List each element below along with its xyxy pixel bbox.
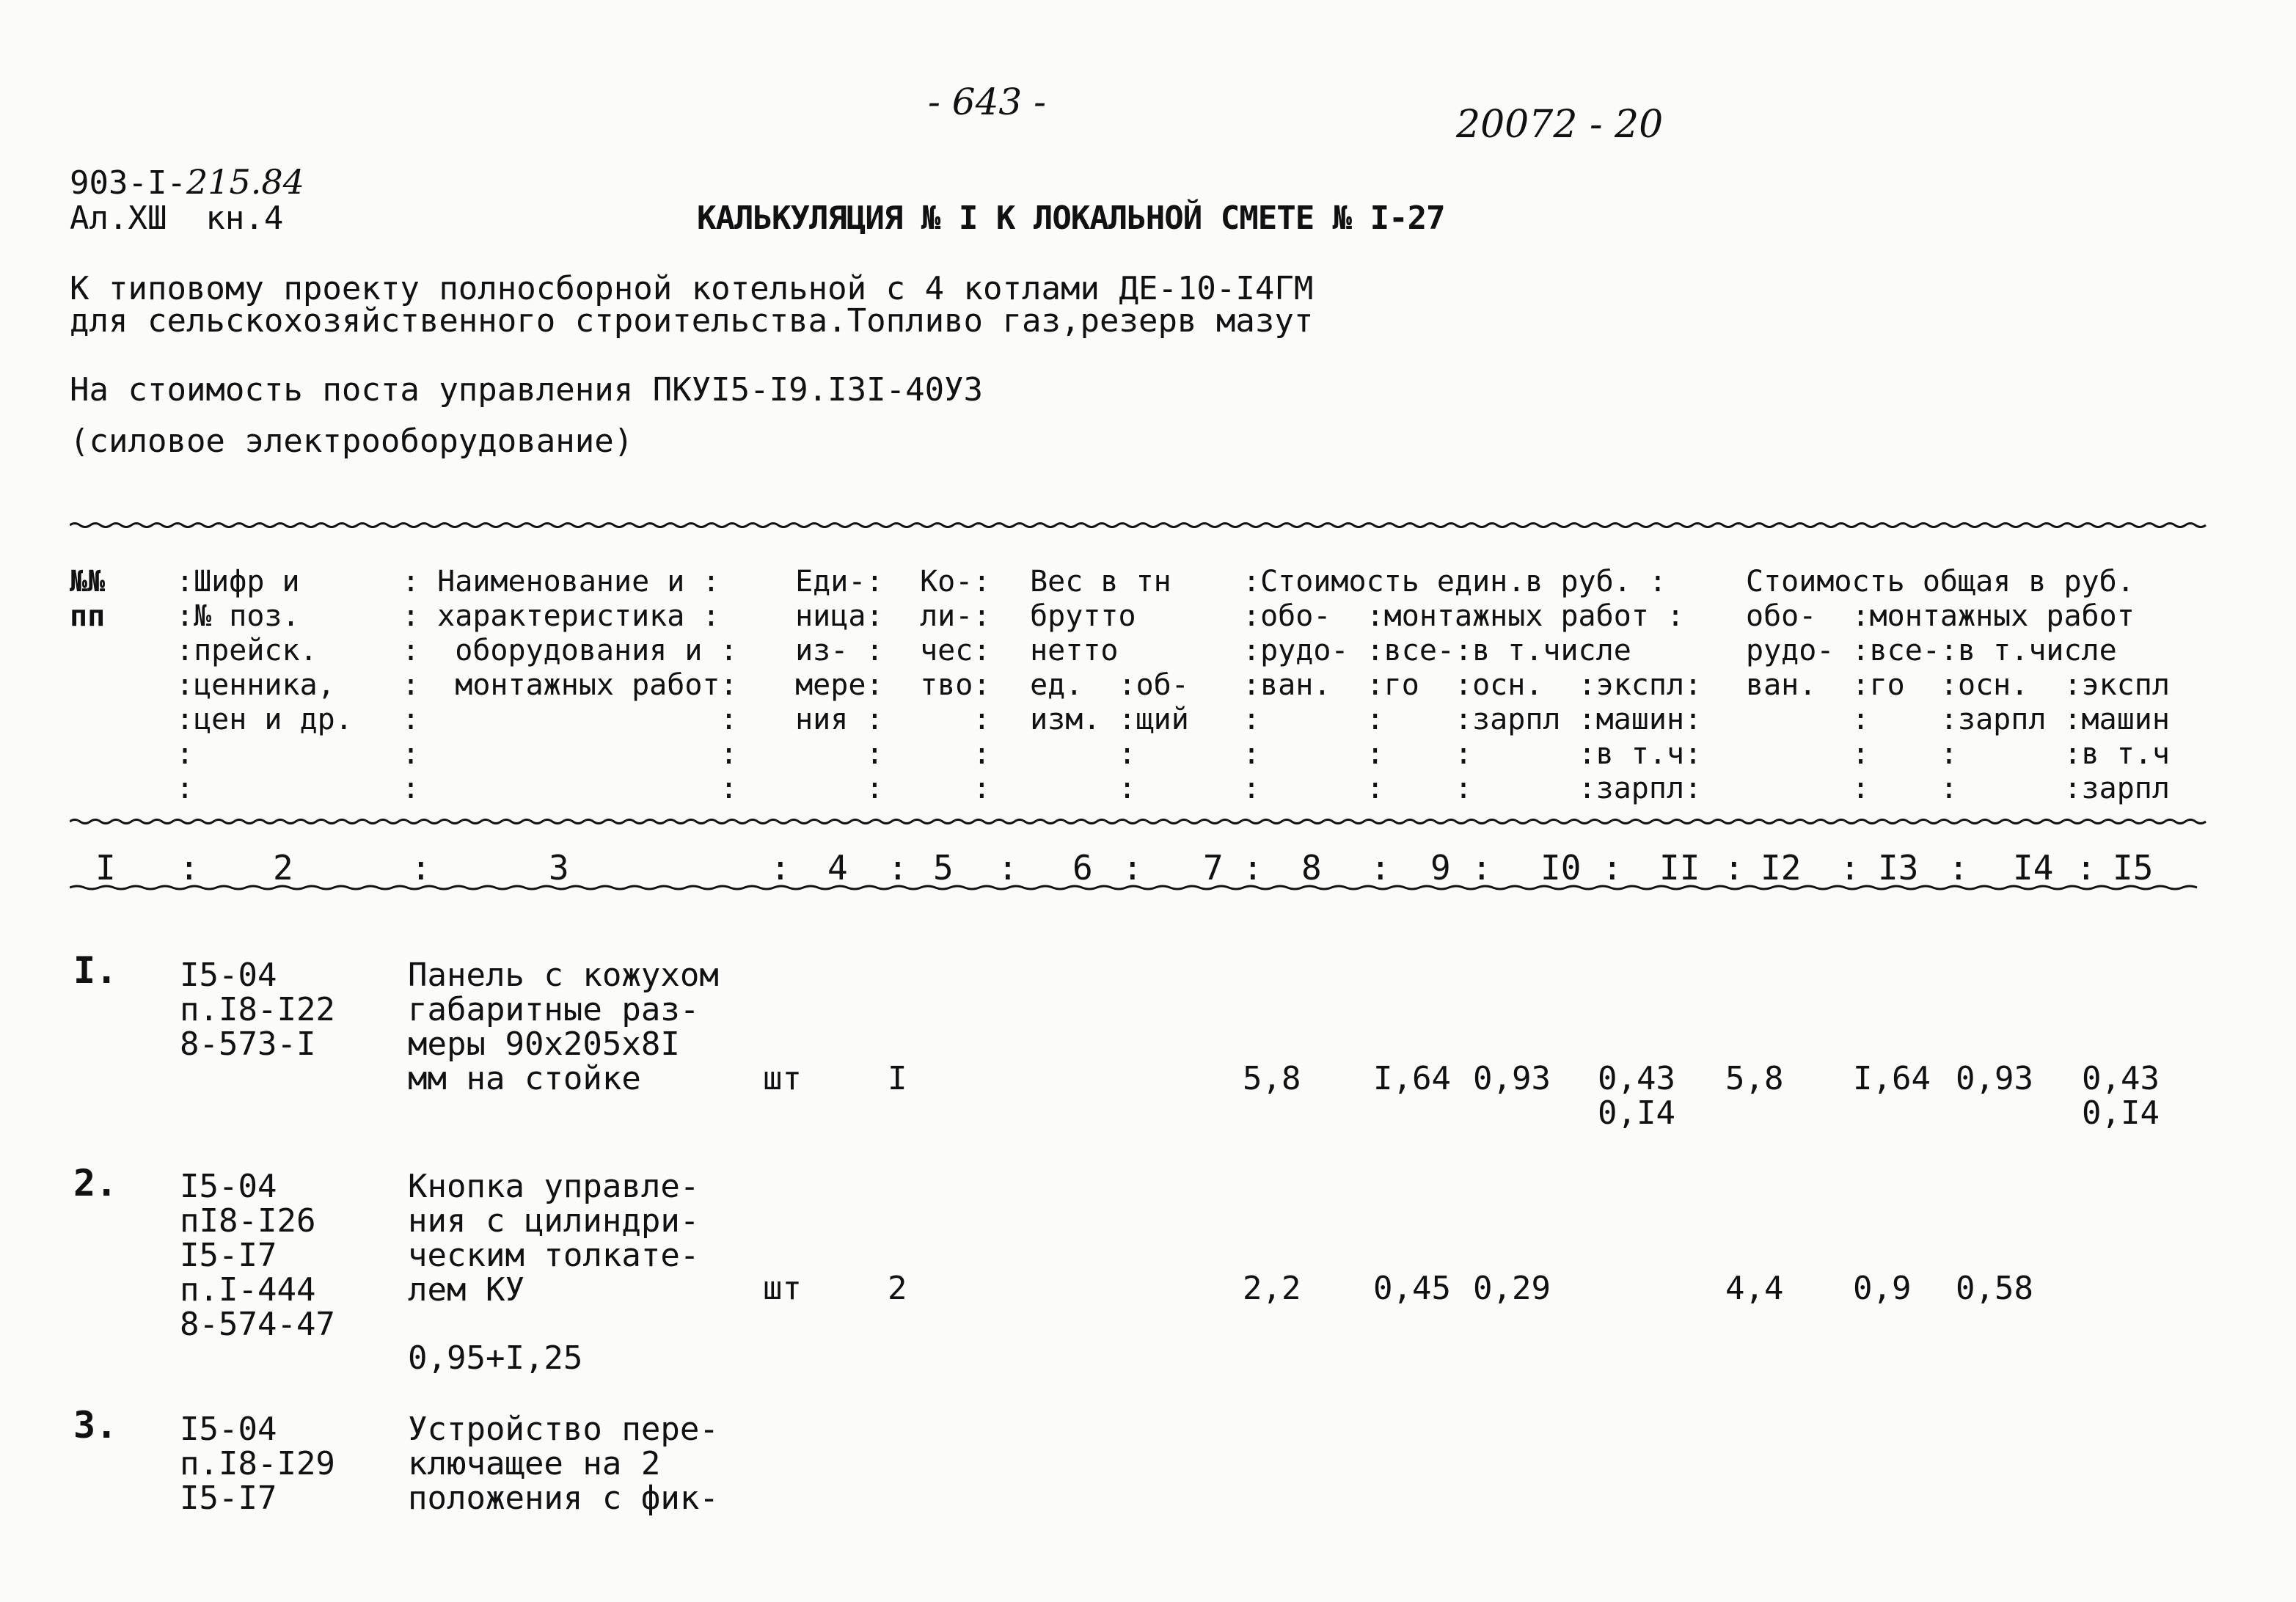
row1-col13: I,64 xyxy=(1853,1060,1931,1097)
album-book: Ал.XШ кн.4 xyxy=(70,200,284,237)
col-sep: : xyxy=(1840,848,1860,888)
row2-code: I5-04 пI8-I26 I5-I7 п.I-444 8-574-47 xyxy=(180,1168,335,1343)
header-name: : Наименование и : : характеристика : : оборудования и : : монтажных работ: : : : : : : xyxy=(402,565,738,805)
col-sep: : xyxy=(1243,848,1263,888)
header-unit-cost: :Стоимость един.в руб. : :обо- :монтажных работ : :рудо- :все-:в т.числе :ван. :го :осн. :экспл: : : :зарпл :машин: : : : :в т.ч: : : : :зарпл: xyxy=(1243,565,1703,805)
col-number-8: 8 xyxy=(1301,848,1322,888)
col-sep: : xyxy=(1471,848,1492,888)
row1-name: Панель с кожухом габаритные раз- меры 90х205х8I мм на стойке xyxy=(408,957,719,1097)
row1-col14: 0,93 xyxy=(1956,1060,2033,1097)
subtitle-line-2: для сельскохозяйственного строительства.Топливо газ,резерв мазут xyxy=(70,302,1314,340)
row1-col12: 5,8 xyxy=(1725,1060,1784,1097)
page-title: КАЛЬКУЛЯЦИЯ № I К ЛОКАЛЬНОЙ СМЕТЕ № I-27 xyxy=(697,200,1445,237)
col-number-4: 4 xyxy=(827,848,848,888)
page-number: - 643 - xyxy=(928,81,1047,123)
row3-name: Устройство пере- ключащее на 2 положения с фик- xyxy=(408,1411,719,1517)
col-sep: : xyxy=(1724,848,1744,888)
row2-note: 0,95+I,25 xyxy=(408,1339,583,1377)
col-number-10: I0 xyxy=(1540,848,1582,888)
row2-unit: шт xyxy=(763,1270,802,1307)
col-number-3: 3 xyxy=(549,848,569,888)
row2-col9: 0,45 xyxy=(1373,1270,1451,1307)
col-sep: : xyxy=(888,848,908,888)
project-code xyxy=(70,164,304,201)
row2-col14: 0,58 xyxy=(1956,1270,2033,1307)
col-sep: : xyxy=(1122,848,1143,888)
col-sep: : xyxy=(1948,848,1969,888)
col-sep: : xyxy=(1370,848,1391,888)
cost-line: На стоимость поста управления ПКУI5-I9.I3I-40У3 xyxy=(70,371,984,409)
col-sep: : xyxy=(411,848,431,888)
project-code-prefix: 903-I- xyxy=(70,164,186,202)
col-number-7: 7 xyxy=(1203,848,1224,888)
subtitle-line-1: К типовому проекту полносборной котельной с 4 котлами ДЕ-10-I4ГМ xyxy=(70,270,1314,307)
row1-col8: 5,8 xyxy=(1243,1060,1301,1097)
header-qty: Ко-: ли-: чес: тво: : : : xyxy=(920,565,991,805)
col-number-5: 5 xyxy=(933,848,954,888)
header-total-cost: Стоимость общая в руб. обо- :монтажных работ рудо- :все-:в т.числе ван. :го :осн. :экспл : :зарпл :машин : : :в т.ч : : :зарпл xyxy=(1746,565,2170,805)
col-number-1: I xyxy=(95,848,116,888)
row1-col10: 0,93 xyxy=(1473,1060,1551,1097)
col-number-6: 6 xyxy=(1072,848,1093,888)
header-unit: Еди-: ница: из- : мере: ния : : : xyxy=(795,565,884,805)
row1-col11: 0,43 0,I4 xyxy=(1598,1060,1675,1132)
col-number-14: I4 xyxy=(2013,848,2054,888)
col-sep: : xyxy=(1602,848,1623,888)
row2-col10: 0,29 xyxy=(1473,1270,1551,1307)
col-number-11: II xyxy=(1659,848,1700,888)
row1-unit: шт xyxy=(763,1060,802,1097)
col-sep: : xyxy=(2076,848,2096,888)
row3-number: 3. xyxy=(73,1404,118,1446)
row2-name: Кнопка управле- ния с цилиндри- ческим толкате- лем КУ xyxy=(408,1168,700,1309)
row2-qty: 2 xyxy=(888,1270,907,1307)
row1-qty: I xyxy=(888,1060,907,1097)
col-sep: : xyxy=(770,848,791,888)
col-sep: : xyxy=(998,848,1018,888)
col-number-12: I2 xyxy=(1761,848,1802,888)
row1-code: I5-04 п.I8-I22 8-573-I xyxy=(180,957,335,1063)
row2-col13: 0,9 xyxy=(1853,1270,1912,1307)
document-number: 20072 - 20 xyxy=(1456,103,1664,147)
project-code-handwritten: 215.84 xyxy=(186,162,304,202)
row2-number: 2. xyxy=(73,1162,118,1204)
header-weight: Вес в тн брутто нетто ед. :об- изм. :щий : : xyxy=(1030,565,1189,805)
row2-col12: 4,4 xyxy=(1725,1270,1784,1307)
col-number-15: I5 xyxy=(2113,848,2154,888)
row1-number: I. xyxy=(73,949,118,992)
col-number-2: 2 xyxy=(273,848,293,888)
col-number-9: 9 xyxy=(1430,848,1451,888)
header-num: №№ пп xyxy=(70,565,106,633)
header-code: :Шифр и :№ поз. :прейск. :ценника, :цен и др. : : xyxy=(176,565,353,805)
row3-code: I5-04 п.I8-I29 I5-I7 xyxy=(180,1411,335,1517)
row2-col8: 2,2 xyxy=(1243,1270,1301,1307)
row1-col15: 0,43 0,I4 xyxy=(2082,1060,2160,1132)
col-sep: : xyxy=(179,848,200,888)
col-number-13: I3 xyxy=(1878,848,1919,888)
cost-note: (силовое электрооборудование) xyxy=(70,423,634,460)
row1-col9: I,64 xyxy=(1373,1060,1451,1097)
